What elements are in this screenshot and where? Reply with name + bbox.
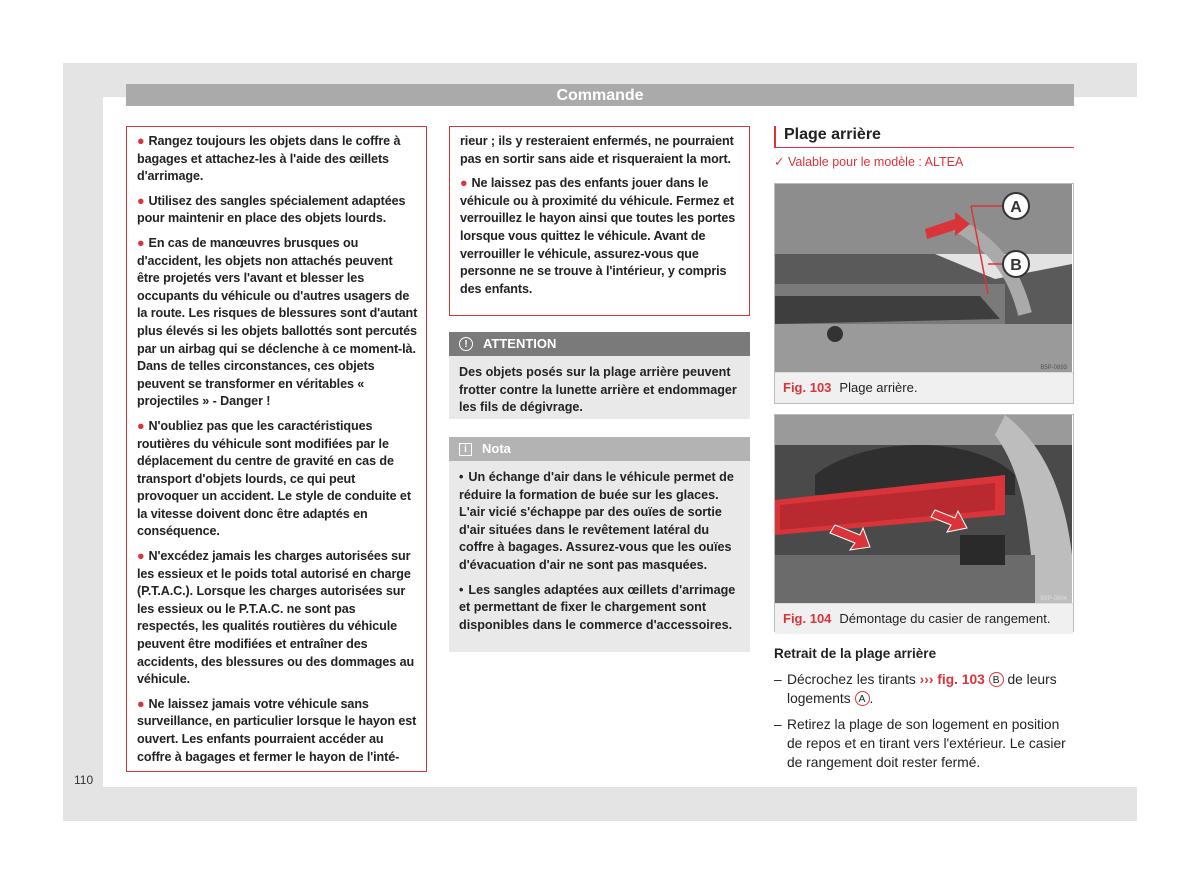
bullet-icon: ●	[137, 549, 145, 564]
bullet-icon: ●	[137, 134, 145, 148]
bullet-icon: •	[459, 470, 464, 484]
section-title: Plage arrière	[774, 126, 1074, 148]
page-number: 110	[74, 773, 94, 787]
callout-b: B	[1010, 257, 1022, 274]
procedure-steps	[774, 670, 1074, 779]
procedure-step: – Décrochez les tirants ››› fig. 103 B de leurs logements A .	[774, 670, 1074, 708]
figure-code: B5P-0893	[1040, 365, 1067, 371]
nota-body	[449, 461, 750, 642]
callout-a-ref: A	[855, 691, 870, 706]
bullet-icon: ●	[137, 235, 145, 250]
figure-104-caption: Fig. 104 Démontage du casier de rangement.	[775, 603, 1073, 634]
validity-note: ✓ Valable pour le modèle : ALTEA	[774, 155, 964, 169]
bullet-icon: •	[459, 582, 464, 597]
figure-103-caption: Fig. 103 Plage arrière.	[775, 372, 1073, 403]
warning-item: ● Ne laissez pas des enfants jouer dans le véhicule ou à proximité du véhicule. Fermez et verrouillez le hayon ainsi que toutes les portes lorsque vous quittez le véhicule. Avant de verrouiller le véhicule, assurez-vous que personne ne se trouve à l'intérieur, y compris des enfants.	[460, 176, 736, 296]
check-icon: ✓	[774, 155, 785, 169]
nota-header: i Nota	[449, 437, 750, 461]
arrows-icon: ›››	[919, 672, 934, 687]
figure-103	[774, 183, 1074, 404]
bullet-icon: ●	[137, 418, 145, 433]
attention-header: ! ATTENTION	[449, 332, 750, 356]
procedure-step: – Retirez la plage de son logement en position de repos et en tirant vers l'extérieur. Le casier de rangement doit rester fermé.	[774, 715, 1074, 772]
procedure-title: Retrait de la plage arrière	[774, 646, 937, 661]
warning-item: ● Ne laissez jamais votre véhicule sans surveillance, en particulier lorsque le hayon est ouvert. Les enfants pourraient accéder au coffre à bagages et fermer le hayon de l'inté-	[137, 696, 417, 764]
bullet-icon: ●	[460, 176, 468, 191]
attention-box	[449, 332, 750, 419]
warning-box-continued	[449, 126, 750, 316]
warning-item: ● Utilisez des sangles spécialement adaptées pour maintenir en place des objets lourds.	[137, 193, 406, 226]
warning-continuation: rieur ; ils y resteraient enfermés, ne pourraient pas en sortir sans aide et risqueraient la mort.	[460, 134, 734, 166]
nota-box	[449, 437, 750, 652]
figure-code: B5P-0894	[1040, 596, 1067, 602]
figure-link[interactable]: fig. 103	[933, 672, 989, 687]
callout-a: A	[1010, 199, 1022, 216]
warning-item: ● En cas de manœuvres brusques ou d'accident, les objets non attachés peuvent être projetés vers l'avant et blesser les occupants du véhicule ou d'autres usagers de la route. Les risques de blessures sont d'autant plus élevés si les objets ballottés sont percutés par un airbag qui se déclenche à ce moment-là. Dans de telles circonstances, ces objets peuvent se transformer en véritables « projectiles » - Danger !	[137, 235, 418, 409]
nota-item: • Un échange d'air dans le véhicule permet de réduire la formation de buée sur les glaces. L'air vicié s'échappe par des ouïes de sortie d'air situées dans le revêtement latéral du coffre à bagages. Assurez-vous que les ouïes d'évacuation d'air ne sont pas masquées.	[459, 470, 734, 572]
callout-b-ref: B	[989, 672, 1004, 687]
bullet-icon: ●	[137, 696, 145, 711]
chapter-header: Commande	[126, 84, 1074, 106]
attention-body	[449, 356, 750, 425]
warning-item: ● Rangez toujours les objets dans le coffre à bagages et attachez-les à l'aide des œillets d'arrimage.	[137, 134, 401, 184]
figure-104-illustration	[775, 415, 1072, 603]
figure-103-illustration	[775, 184, 1072, 372]
exclamation-circle-icon: !	[459, 337, 473, 351]
figure-104	[774, 414, 1074, 632]
warning-item: ● N'excédez jamais les charges autorisées sur les essieux et le poids total autorisé en charge (P.T.A.C.). Lorsque les charges autorisées sur les essieux ou le P.T.A.C. ne sont pas respectés, les qualités routières du véhicule peuvent être modifiées et entraîner des accidents, des blessures ou des dommages au véhicule.	[137, 549, 415, 687]
nota-item: • Les sangles adaptées aux œillets d'arrimage et permettant de fixer le chargement sont disponibles dans le commerce d'accessoires.	[459, 582, 736, 632]
warning-item: ● N'oubliez pas que les caractéristiques routières du véhicule sont modifiées par le déplacement du centre de gravité en cas de transport d'objets lourds, ce qui peut provoquer un accident. Le style de conduite et la vitesse doivent donc être adaptés en conséquence.	[137, 418, 411, 539]
info-icon: i	[459, 443, 472, 456]
bullet-icon: ●	[137, 193, 145, 208]
warning-box-left	[126, 126, 427, 772]
attention-text: Des objets posés sur la plage arrière peuvent frotter contre la lunette arrière et endommager les fils de dégivrage.	[459, 365, 737, 415]
